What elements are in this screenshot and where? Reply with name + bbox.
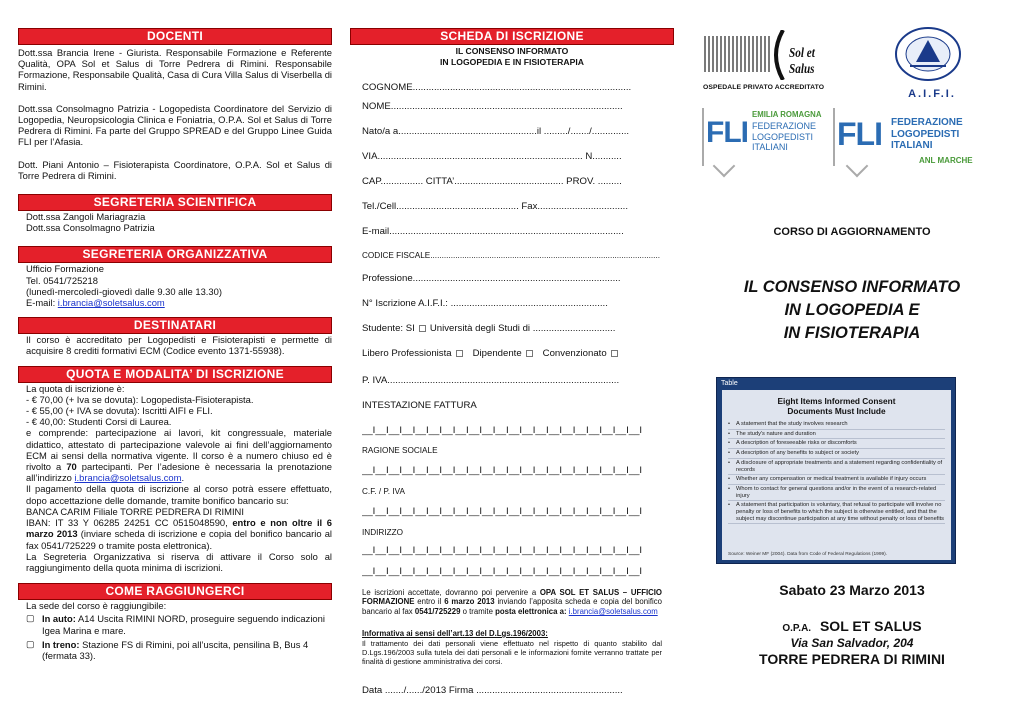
quota-comprende-text: e comprende: partecipazione ai lavori, kit congressuale, materiale didattico, attestato di partecipazione valevole ai fini dell’aggiornamento ECM ai sensi della normativa vigente. Il corso è a numero chiuso ed è rivolto a bbox=[26, 427, 332, 473]
via-field[interactable]: VIA............................................................................. N........... bbox=[362, 151, 622, 162]
note-posta: posta elettronica a: bbox=[495, 606, 569, 616]
cf-piva-label: C.F. / P. IVA bbox=[362, 487, 405, 496]
iscrizione-note bbox=[362, 588, 662, 616]
destinatari-header: DESTINATARI bbox=[18, 317, 332, 334]
note-fax: 0541/725229 bbox=[414, 606, 461, 616]
venue-address: Via San Salvador, 204 bbox=[790, 636, 914, 650]
dipendente-label: Dipendente bbox=[472, 348, 522, 359]
nato-field[interactable]: Nato/a a....................................................il ........./......./.............. bbox=[362, 126, 630, 137]
quota-header: QUOTA E MODALITA’ DI ISCRIZIONE bbox=[18, 366, 332, 383]
docenti-p3: Dott. Piani Antonio – Fisioterapista Coordinatore, O.P.A. Sol et Salus di Torre Pedrera di Rimini. bbox=[18, 158, 332, 181]
quota-email-link[interactable]: i.brancia@soletsalus.com bbox=[74, 472, 182, 484]
iban-text: IBAN: IT 33 Y 06285 24251 CC 0515048590, bbox=[26, 517, 233, 529]
bullet-icon: • bbox=[728, 485, 730, 492]
table-item bbox=[728, 449, 945, 459]
cap-field[interactable]: CAP................ CITTA’......................................... PROV. ......... bbox=[362, 176, 622, 187]
bullet-icon: • bbox=[728, 450, 730, 457]
bullet-icon: • bbox=[728, 440, 730, 447]
professione-tipo-row bbox=[362, 348, 662, 359]
docenti-header: DOCENTI bbox=[18, 28, 332, 45]
quota-iban bbox=[26, 517, 332, 551]
venue-opa-name: SOL ET SALUS bbox=[819, 618, 922, 634]
course-title-line3: IN FISIOTERAPIA bbox=[783, 324, 921, 342]
table-item-text: A description of foreseeable risks or discomforts bbox=[736, 440, 857, 447]
note-text-a: Le iscrizioni accettate, dovranno poi pervenire a bbox=[362, 588, 540, 597]
scientifica-line2: Dott.ssa Consolmagno Patrizia bbox=[26, 222, 155, 234]
fli-marche-name bbox=[891, 117, 963, 152]
bullet-icon: • bbox=[728, 459, 730, 466]
table-item bbox=[728, 501, 945, 524]
note-deadline: 6 marzo 2013 bbox=[444, 597, 495, 607]
segreteria-organizzativa-header: SEGRETERIA ORGANIZZATIVA bbox=[18, 246, 332, 263]
cover-panel bbox=[696, 0, 1008, 724]
quota-intro: La quota di iscrizione è: bbox=[26, 382, 125, 394]
event-date: Sabato 23 Marzo 2013 bbox=[779, 582, 925, 598]
scheda-header: SCHEDA DI ISCRIZIONE bbox=[350, 28, 674, 45]
aifi-field[interactable]: N° Iscrizione A.I.F.I.: ........................................................... bbox=[362, 298, 608, 309]
org-email-label: E-mail: bbox=[26, 297, 58, 309]
fli-marche-mark: FLI bbox=[837, 116, 882, 152]
indirizzo-grid-2[interactable]: __I__I__I__I__I__I__I__I__I__I__I__I__I__I__I__I__I__I__I__I__I bbox=[362, 566, 643, 577]
note-text-e: inviando l’apposita scheda e copia del bonifico bancario al fax bbox=[362, 597, 662, 616]
fli-marche-line3: ITALIANI bbox=[891, 140, 933, 151]
fli-emilia-mark: FLI bbox=[706, 116, 748, 149]
fli-emilia-line3: ITALIANI bbox=[752, 142, 788, 152]
quota-prenotazione-text: partecipanti. Per l’adesione è necessaria la prenotazione all’indirizzo bbox=[26, 461, 332, 484]
libero-checkbox[interactable] bbox=[456, 350, 463, 357]
fli-emilia-line1: FEDERAZIONE bbox=[752, 121, 817, 131]
codice-fiscale-field[interactable]: CODICE FISCALE..................................................................................................... bbox=[362, 251, 660, 260]
table-source: Source: Weiner MF (2004). Data from Code of Federal Regulations (1999). bbox=[728, 552, 888, 557]
sol-et-salus-logo bbox=[703, 30, 853, 96]
intestazione-label: INTESTAZIONE FATTURA bbox=[362, 400, 477, 411]
segreteria-scientifica-header: SEGRETERIA SCIENTIFICA bbox=[18, 194, 332, 211]
privacy-text: Il trattamento dei dati personali viene effettuato nel rispetto di quanto stabilito dal D.Lgs.196/2003 sulla tutela dei dati personali e le informazioni fornite verranno trattate per finalità di gestione amministrativa dei corsi. bbox=[362, 639, 662, 666]
note-text-c: entro il bbox=[414, 597, 445, 607]
course-title bbox=[696, 276, 1008, 345]
table-item bbox=[728, 485, 945, 501]
venue-opa: O.P.A. bbox=[782, 623, 812, 634]
table-item-text: Whether any compensation or medical treatment is available if injury occurs bbox=[736, 476, 927, 483]
table-item-text: The study's nature and duration bbox=[736, 430, 816, 437]
scheda-sub1: IL CONSENSO INFORMATO bbox=[455, 46, 569, 56]
cf-piva-grid[interactable]: __I__I__I__I__I__I__I__I__I__I__I__I__I__I__I__I__I__I__I__I__I bbox=[362, 506, 643, 517]
note-text-g: o tramite bbox=[460, 606, 496, 616]
bullet-icon: • bbox=[728, 476, 730, 483]
email-field[interactable]: E-mail........................................................................................ bbox=[362, 226, 624, 237]
iban-instructions: (inviare scheda di iscrizione e copia del bonifico bancario al fax 0541/725229 o tramite posta elettronica). bbox=[26, 528, 332, 551]
intestazione-grid[interactable]: __I__I__I__I__I__I__I__I__I__I__I__I__I__I__I__I__I__I__I__I__I bbox=[362, 425, 643, 436]
fli-marche-logo bbox=[833, 108, 973, 172]
tel-field[interactable]: Tel./Cell.............................................. Fax.................................. bbox=[362, 201, 629, 212]
come-auto bbox=[26, 613, 332, 635]
table-item-text: A statement that the study involves research bbox=[736, 421, 848, 427]
convenzionato-label: Convenzionato bbox=[542, 348, 607, 359]
come-intro: La sede del corso è raggiungibile: bbox=[26, 600, 167, 612]
iban-deadline: entro e non oltre il 6 marzo 2013 bbox=[26, 517, 332, 540]
quota-item-2: - € 55,00 (+ IVA se dovuta): Iscritti AIFI e FLI. bbox=[26, 405, 213, 417]
table-item bbox=[728, 420, 945, 430]
bullet-icon: ▢ bbox=[26, 638, 35, 649]
note-opa: OPA SOL ET SALUS – UFFICIO FORMAZIONE bbox=[362, 588, 663, 607]
privacy-title: Informativa ai sensi dell’art.13 del D.Lgs.196/2003: bbox=[362, 629, 548, 638]
table-label: Table bbox=[721, 380, 738, 387]
fli-emilia-region: EMILIA ROMAGNA bbox=[752, 110, 822, 119]
studente-checkbox[interactable] bbox=[419, 325, 426, 332]
fli-emilia-line2: LOGOPEDISTI bbox=[752, 131, 814, 142]
come-treno-text: Stazione FS di Rimini, poi all’uscita, pensilina B, Bus 4 (fermata 33). bbox=[42, 638, 309, 661]
org-line3: (lunedì-mercoledì-giovedì dalle 9.30 alle 13.30) bbox=[26, 285, 222, 297]
table-item bbox=[728, 475, 945, 485]
come-auto-text: A14 Uscita RIMINI NORD, proseguire seguendo indicazioni Igea Marina e mare. bbox=[42, 613, 325, 636]
quota-comprende: e comprende: partecipazione ai lavori, kit congressuale, materiale didattico, attestato di partecipazione valevole ai fini dell’aggiornamento ECM ai sensi della normativa vigente. Il corso è a numero chiuso ed è rivolto a 70 partecipanti. Per l’adesione è necessaria la prenotazione all’indirizzo i.brancia@soletsalus.com. bbox=[26, 427, 332, 484]
docenti-p2: Dott.ssa Consolmagno Patrizia - Logopedista Coordinatore del Servizio di Logopedia, Neuropsicologia Clinica e Foniatria, O.P.A. Sol et Salus di Torre Pedrera di Rimini. Fa parte del Gruppo SPREAD e del Gruppo Linee Guida FLI per l’Afasia. bbox=[18, 102, 332, 148]
table-items bbox=[728, 420, 945, 524]
dipendente-checkbox[interactable] bbox=[526, 350, 533, 357]
fli-marche-line2: LOGOPEDISTI bbox=[891, 128, 960, 140]
quota-item-1: - € 70,00 (+ Iva se dovuta): Logopedista-Fisioterapista. bbox=[26, 393, 254, 405]
aifi-emblem-icon bbox=[892, 26, 972, 86]
table-item bbox=[728, 459, 945, 475]
corso-aggiornamento: CORSO DI AGGIORNAMENTO bbox=[773, 226, 931, 238]
cognome-field[interactable]: COGNOME.................................................................................. bbox=[362, 82, 632, 93]
left-panel bbox=[18, 0, 332, 724]
consent-table-image bbox=[716, 377, 956, 564]
bullet-icon: • bbox=[728, 502, 730, 509]
come-treno-label: In treno: bbox=[42, 638, 80, 650]
table-item-text: Whom to contact for general questions and/or in the event of a research-related injury bbox=[736, 485, 937, 499]
data-firma-field[interactable]: Data ......./....../2013 Firma ....................................................... bbox=[362, 685, 623, 696]
ragione-sociale-label: RAGIONE SOCIALE bbox=[362, 446, 438, 455]
aifi-text: A.I.F.I. bbox=[908, 88, 956, 100]
table-item-text: A statement that participation is voluntary, that refusal to participate will involve no penalty or loss of benefits to which the subject is otherwise entitled, and that the subject may discontinue participation at any time without penalty or loss of benefits bbox=[736, 502, 945, 522]
convenzionato-checkbox[interactable] bbox=[611, 350, 618, 357]
table-item-text: A description of any benefits to subject or society bbox=[736, 450, 859, 457]
indirizzo-grid-1[interactable]: __I__I__I__I__I__I__I__I__I__I__I__I__I__I__I__I__I__I__I__I__I bbox=[362, 545, 643, 556]
studente-label: Studente: SI bbox=[362, 323, 415, 334]
fli-emilia-logo bbox=[702, 108, 824, 172]
venue-name bbox=[696, 618, 1008, 636]
quota-riserva: La Segreteria Organizzativa si riserva di attivare il Corso solo al raggiungimento della quota minima di iscrizioni. bbox=[26, 550, 332, 573]
fli-emilia-name bbox=[752, 121, 816, 153]
org-line4 bbox=[26, 297, 332, 308]
quota-pagamento: Il pagamento della quota di iscrizione al corso potrà essere effettuato, dopo accettazione delle domande, tramite bonifico bancario su: bbox=[26, 483, 332, 506]
destinatari-text: Il corso è accreditato per Logopedisti e Fisioterapisti e permette di acquisire 8 crediti formativi ECM (Codice evento 1371-55938). bbox=[26, 334, 332, 357]
table-item bbox=[728, 430, 945, 440]
note-email-link[interactable]: i.brancia@soletsalus.com bbox=[568, 606, 658, 616]
bullet-icon: ▢ bbox=[26, 613, 35, 624]
scientifica-line1: Dott.ssa Zangoli Mariagrazia bbox=[26, 211, 146, 223]
table-item bbox=[728, 439, 945, 449]
org-email-link[interactable]: i.brancia@soletsalus.com bbox=[57, 297, 165, 309]
registration-form-panel bbox=[350, 0, 674, 724]
universita-field[interactable]: Università degli Studi di ............................... bbox=[429, 323, 616, 334]
bullet-icon: • bbox=[728, 430, 730, 437]
sol-et-salus-name: Sol et Salus bbox=[789, 46, 815, 77]
scheda-sub2: IN LOGOPEDIA E IN FISIOTERAPIA bbox=[440, 57, 584, 67]
org-line1: Ufficio Formazione bbox=[26, 263, 104, 275]
sol-et-salus-sub: OSPEDALE PRIVATO ACCREDITATO bbox=[703, 84, 825, 91]
studente-row bbox=[362, 323, 662, 334]
table-title-2: Documents Must Include bbox=[787, 406, 886, 416]
ragione-sociale-grid[interactable]: __I__I__I__I__I__I__I__I__I__I__I__I__I__I__I__I__I__I__I__I__I bbox=[362, 465, 643, 476]
table-title-1: Eight Items Informed Consent bbox=[777, 396, 896, 406]
course-title-line1: IL CONSENSO INFORMATO bbox=[743, 278, 961, 296]
professione-field[interactable]: Professione.............................................................................. bbox=[362, 273, 621, 284]
come-auto-label: In auto: bbox=[42, 613, 76, 625]
bullet-icon: • bbox=[728, 421, 730, 427]
table-body bbox=[722, 390, 951, 560]
nome-field[interactable]: NOME....................................................................................... bbox=[362, 101, 623, 112]
quota-max-partecipanti: 70 bbox=[66, 461, 77, 473]
quota-item-3: - € 40,00: Studenti Corsi di Laurea. bbox=[26, 416, 172, 428]
aifi-logo bbox=[892, 26, 972, 100]
table-item-text: A disclosure of appropriate treatments and a statement regarding confidentiality of records bbox=[736, 459, 943, 473]
docenti-p1: Dott.ssa Brancia Irene - Giurista. Responsabile Formazione e Referente Qualità, OPA Sol et Salus di Torre Pedrera di Rimini. Responsabile Formazione, Responsabile Qualità, Casa di Cura Villa Salus di Viserbella di Rimini. bbox=[18, 47, 332, 92]
fli-marche-region: ANL MARCHE bbox=[919, 156, 973, 165]
course-title-line2: IN LOGOPEDIA E bbox=[784, 301, 920, 319]
come-treno bbox=[26, 639, 332, 661]
venue-city: TORRE PEDRERA DI RIMINI bbox=[759, 651, 945, 667]
piva-field[interactable]: P. IVA....................................................................................... bbox=[362, 375, 620, 386]
libero-label: Libero Professionista bbox=[362, 348, 452, 359]
quota-banca: BANCA CARIM Filiale TORRE PEDRERA DI RIMINI bbox=[26, 505, 244, 517]
come-raggiungerci-header: COME RAGGIUNGERCI bbox=[18, 583, 332, 600]
indirizzo-label: INDIRIZZO bbox=[362, 528, 403, 537]
org-line2: Tel. 0541/725218 bbox=[26, 274, 98, 286]
fli-marche-line1: FEDERAZIONE bbox=[891, 117, 963, 128]
